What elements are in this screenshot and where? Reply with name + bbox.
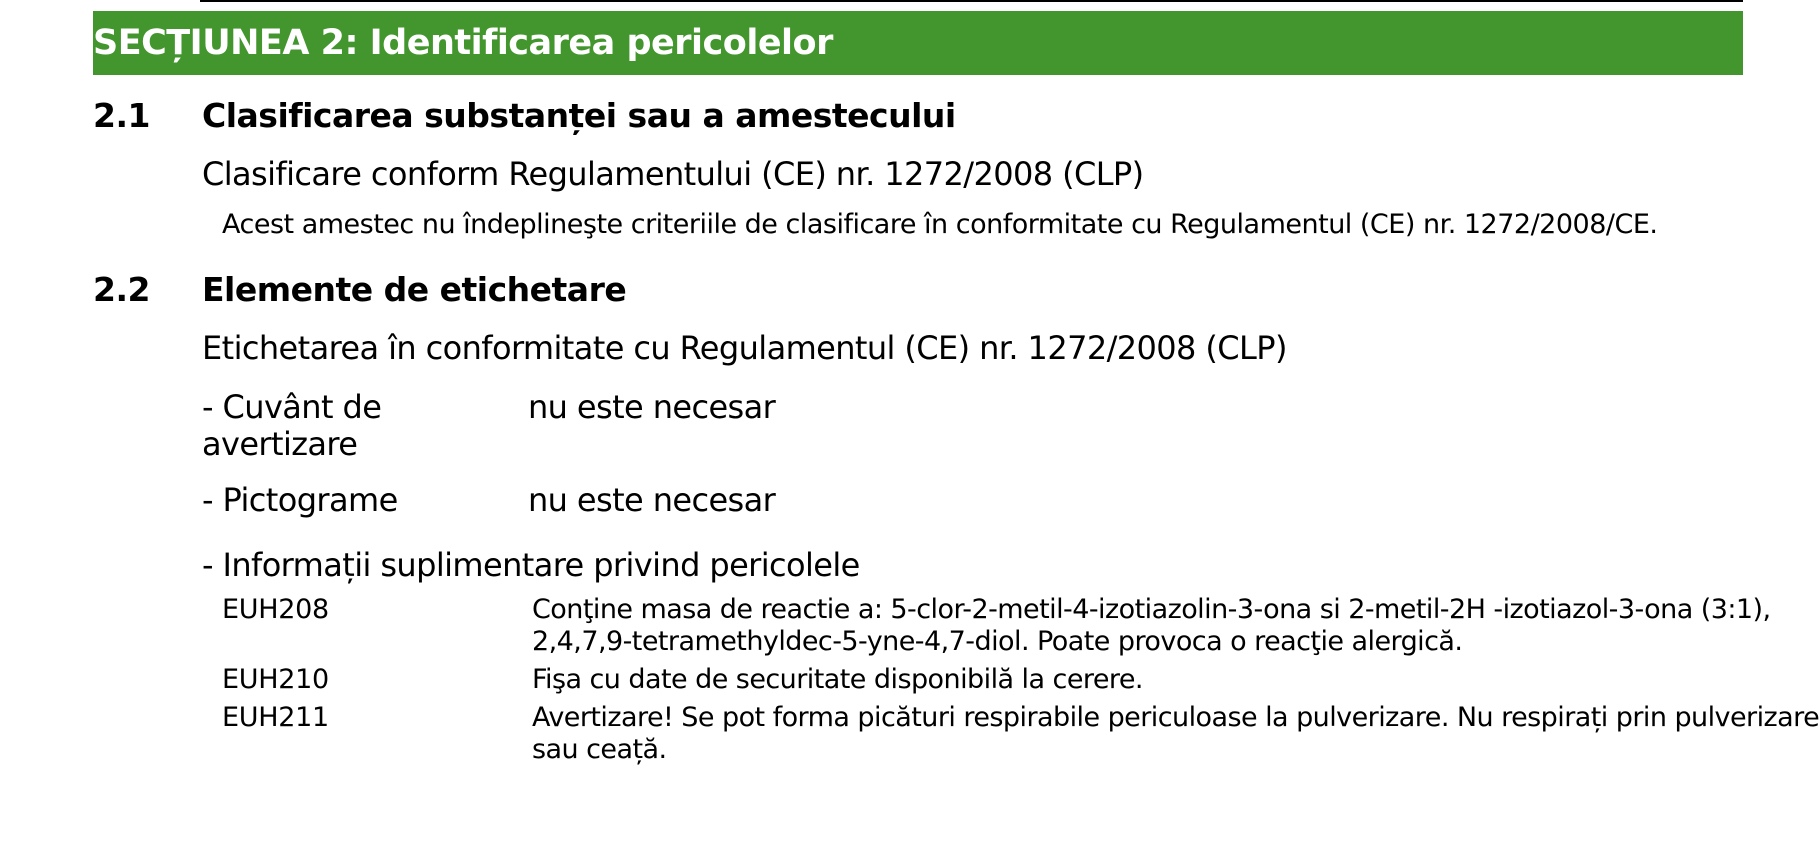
signal-word-label-line1: - Cuvânt de (202, 388, 382, 426)
signal-word-label (202, 389, 381, 463)
statement-text: Avertizare! Se pot forma picături respirabile periculoase la pulverizare. Nu respirați prin pulverizare sau ceață. (532, 702, 1820, 765)
top-rule (200, 0, 1743, 2)
subsection-title-2-1: Clasificarea substanței sau a amestecului (202, 96, 956, 135)
signal-word-value: nu este necesar (528, 388, 776, 426)
statement-text: Conţine masa de reactie a: 5-clor-2-metil-4-izotiazolin-3-ona si 2-metil-2H -izotiazol-3-ona (3:1), 2,4,7,9-tetramethyldec-5-yne-4,7-diol. Poate provoca o reacţie alergică. (532, 594, 1771, 657)
section-title: SECȚIUNEA 2: Identificarea pericolelor (93, 23, 833, 63)
section-banner (93, 11, 1743, 75)
classification-heading: Clasificare conform Regulamentului (CE) nr. 1272/2008 (CLP) (202, 155, 1144, 193)
supplementary-label: - Informații suplimentare privind pericolele (202, 546, 860, 584)
classification-text: Acest amestec nu îndeplineşte criteriile de clasificare în conformitate cu Regulamentul (CE) nr. 1272/2008/CE. (222, 209, 1658, 240)
subsection-number-2-2: 2.2 (93, 270, 150, 309)
subsection-number-2-1: 2.1 (93, 96, 150, 135)
statement-code: EUH211 (222, 702, 329, 733)
statement-code: EUH208 (222, 594, 329, 625)
subsection-title-2-2: Elemente de etichetare (202, 270, 627, 309)
statement-text: Fişa cu date de securitate disponibilă la cerere. (532, 664, 1143, 695)
pictograms-value: nu este necesar (528, 481, 776, 519)
signal-word-label-line2: avertizare (202, 425, 358, 463)
pictograms-label: - Pictograme (202, 481, 398, 519)
statement-code: EUH210 (222, 664, 329, 695)
labelling-heading: Etichetarea în conformitate cu Regulamentul (CE) nr. 1272/2008 (CLP) (202, 329, 1287, 367)
